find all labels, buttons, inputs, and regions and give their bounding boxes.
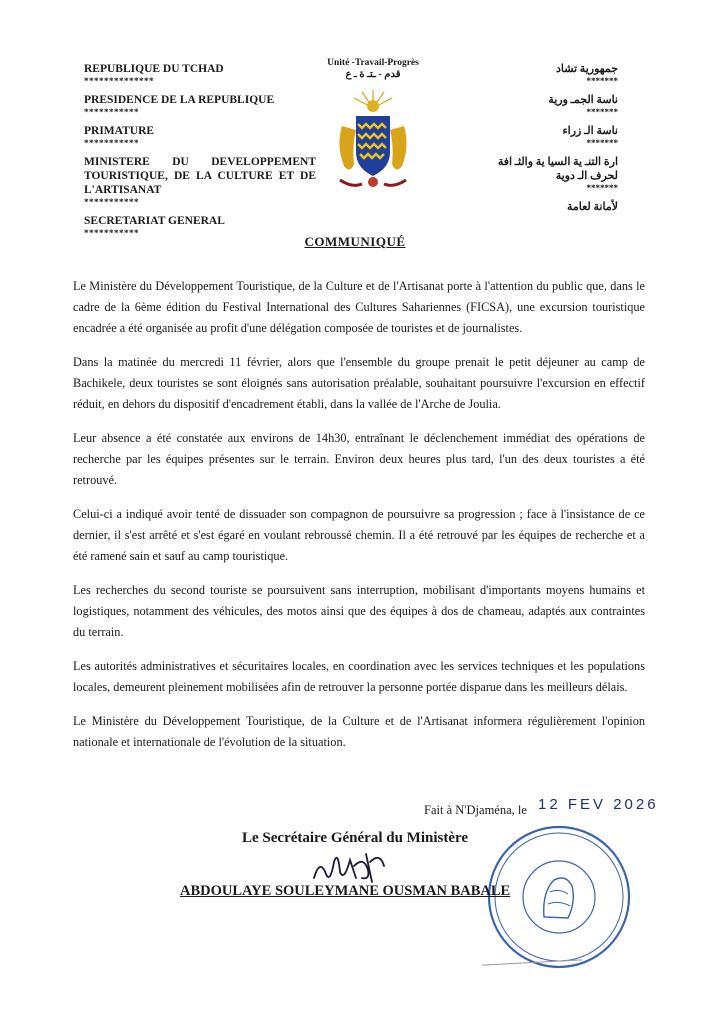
header-right-arabic bbox=[458, 62, 618, 214]
paragraph: Celui-ci a indiqué avoir tenté de dissuader son compagnon de poursuivre sa progression ; face à l'insistance de ce dernier, il s'est arrêté et s'est égaré en voulant rebroussé chemin. Il a été retrouvé par les équipes de recherche et a été ramené sain et sauf au camp touristique. bbox=[73, 507, 645, 563]
country-name: REPUBLIQUE DU TCHAD bbox=[84, 63, 224, 75]
primature-name: PRIMATURE bbox=[84, 125, 155, 137]
paragraph: Dans la matinée du mercredi 11 février, alors que l'ensemble du groupe prenait le petit déjeuner au camp de Bachikele, deux touristes se sont éloignés sans autorisation préalable, souhaitant poursuivre l'excursion en effectif réduit, en dehors du dispositif d'encadrement établi, dans la vallée de l'Arche de Joulia. bbox=[73, 355, 645, 411]
secretariat-name-arabic: لأمانة لعامة bbox=[566, 201, 618, 213]
handwritten-signature-icon bbox=[310, 848, 390, 888]
motto-french: Unité -Travail-Progrès bbox=[327, 58, 419, 68]
paragraph: Les recherches du second touriste se poursuivent sans interruption, mobilisant d'importants moyens humains et logistiques, notamment des véhicules, des motos ainsi que des équipes à dos de chameau, adaptés aux contraintes du terrain. bbox=[73, 583, 645, 639]
paragraph: Le Ministère du Développement Touristique, de la Culture et de l'Artisanat informera régulièrement l'opinion nationale et internationale de l'évolution de la situation. bbox=[73, 714, 645, 749]
paragraph: Les autorités administratives et sécuritaires locales, en coordination avec les services techniques et les populations locales, demeurent pleinement mobilisées afin de retrouver la personne portée disparue dans les meilleurs délais. bbox=[73, 659, 645, 694]
ministry-name: MINISTERE DU DEVELOPPEMENT TOURISTIQUE, DE LA CULTURE ET DE L'ARTISANAT bbox=[84, 156, 316, 196]
separator-stars: ******* bbox=[586, 107, 618, 117]
motto-arabic: قدم - ـتـ ة ـ ع bbox=[345, 69, 401, 80]
coat-of-arms-icon bbox=[332, 86, 414, 196]
separator-stars: ************** bbox=[84, 76, 154, 86]
presidency-name-arabic: ناسة الجمـ ورية bbox=[548, 94, 618, 106]
communique-body bbox=[73, 276, 645, 766]
presidency-name: PRESIDENCE DE LA REPUBLIQUE bbox=[84, 94, 275, 106]
paragraph: Leur absence a été constatée aux environs de 14h30, entraînant le déclenchement immédiat des opérations de recherche par les équipes présentes sur le terrain. Environ deux heures plus tard, l'un des deux touristes a été retrouvé. bbox=[73, 431, 645, 487]
date-stamp: 12 FEV 2026 bbox=[538, 796, 659, 813]
secretariat-name: SECRETARIAT GENERAL bbox=[84, 215, 225, 227]
separator-stars: ******* bbox=[586, 76, 618, 86]
separator-stars: ******* bbox=[586, 138, 618, 148]
page-title: COMMUNIQUÉ bbox=[304, 234, 406, 249]
signatory-name: ABDOULAYE SOULEYMANE OUSMAN BABALE bbox=[180, 883, 511, 899]
separator-stars: *********** bbox=[84, 138, 139, 148]
separator-stars: *********** bbox=[84, 107, 139, 117]
separator-stars: ******* bbox=[586, 183, 618, 193]
primature-name-arabic: ناسة الـ زراء bbox=[562, 125, 618, 137]
header-center bbox=[318, 58, 428, 196]
signatory-title: Le Secrétaire Général du Ministère bbox=[242, 830, 469, 846]
country-name-arabic: جمهورية تشاد bbox=[555, 63, 618, 75]
separator-stars: *********** bbox=[84, 228, 139, 238]
place-line: Fait à N'Djaména, le bbox=[424, 803, 527, 817]
ministry-name-arabic-1: ارة التنـ ية السيا ية والثـ افة bbox=[497, 156, 618, 168]
header-left bbox=[84, 62, 316, 245]
ministry-name-arabic-2: لحرف الـ دوية bbox=[555, 170, 618, 182]
separator-stars: *********** bbox=[84, 197, 139, 207]
paragraph: Le Ministère du Développement Touristique, de la Culture et de l'Artisanat porte à l'attention du public que, dans le cadre de la 6ème édition du Festival International des Cultures Sahariennes (FICSA), une excursion touristique encadrée a été organisée au profit d'une délégation composée de touristes et de journalistes. bbox=[73, 279, 645, 335]
